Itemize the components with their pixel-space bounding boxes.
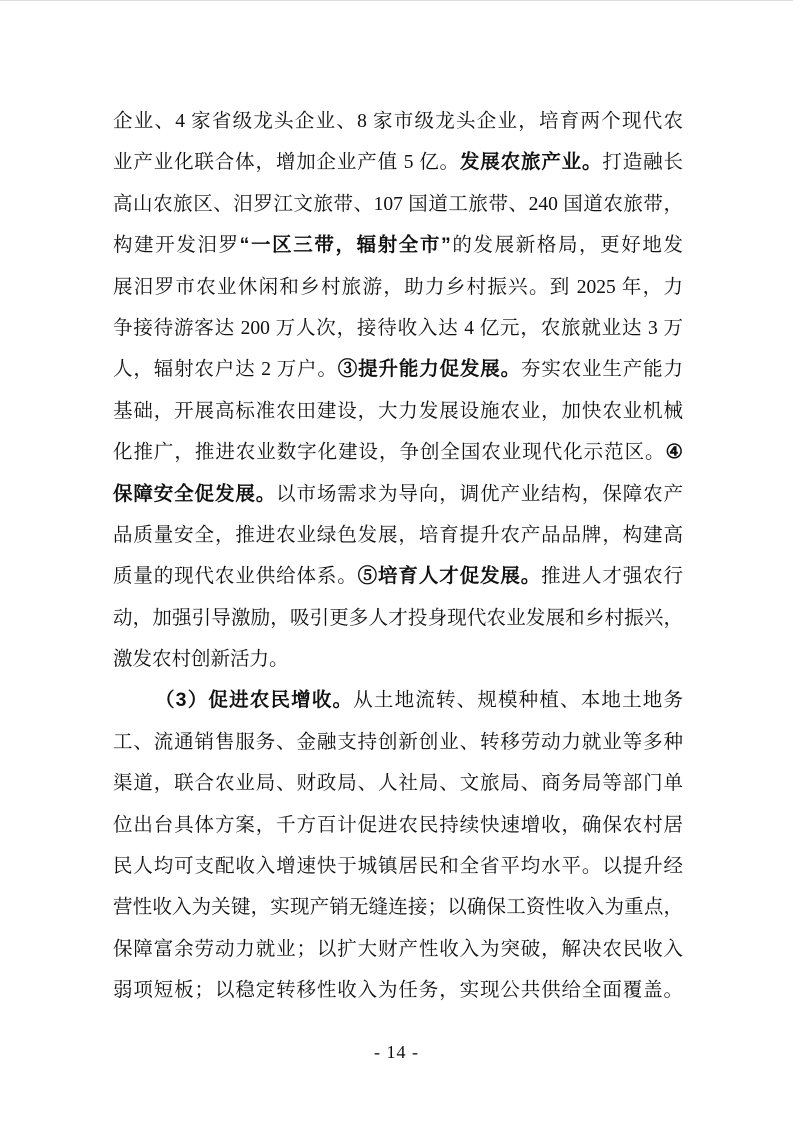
page-footer bbox=[0, 1042, 793, 1063]
text-run: 高山农旅区、汨罗江文旅带、107 国道工旅带、240 国道农旅带， bbox=[113, 193, 683, 215]
text-run: 品质量安全，推进农业绿色发展，培育提升农产品品牌，构建高 bbox=[113, 524, 683, 546]
text-line bbox=[113, 970, 683, 1011]
text-line bbox=[113, 639, 683, 680]
text-line bbox=[113, 142, 683, 183]
page-number: - 14 - bbox=[374, 1042, 419, 1062]
text-line bbox=[113, 556, 683, 597]
text-run: 从土地流转、规模种植、本地土地务 bbox=[353, 690, 683, 712]
text-run: 营性收入为关键，实现产销无缝连接；以确保工资性收入为重点， bbox=[113, 897, 683, 919]
text-run: 保障富余劳动力就业；以扩大财产性收入为突破，解决农民收入 bbox=[113, 938, 683, 960]
text-run: 构建开发汨罗 bbox=[113, 235, 240, 257]
text-run: 的发展新格局，更好地发 bbox=[450, 235, 683, 257]
text-line bbox=[113, 846, 683, 887]
text-run: 渠道，联合农业局、财政局、人社局、文旅局、商务局等部门单 bbox=[113, 773, 683, 795]
text-run: 人，辐射农户达 2 万户。 bbox=[113, 359, 338, 381]
text-run: 质量的现代农业供给体系。 bbox=[113, 566, 358, 588]
text-line bbox=[113, 887, 683, 928]
text-line bbox=[113, 515, 683, 556]
text-line bbox=[113, 267, 683, 308]
text-line bbox=[113, 805, 683, 846]
text-run: 以市场需求为导向，调优产业结构，保障农产 bbox=[276, 483, 683, 505]
text-line bbox=[113, 432, 683, 473]
bold-text-run: ④ bbox=[665, 441, 683, 464]
text-run: 弱项短板；以稳定转移性收入为任务，实现公共供给全面覆盖。 bbox=[113, 980, 683, 1002]
text-line bbox=[113, 763, 683, 804]
text-line bbox=[113, 391, 683, 432]
text-run: 位出台具体方案，千方百计促进农民持续快速增收，确保农村居 bbox=[113, 814, 683, 836]
bold-text-run: ⑤培育人才促发展。 bbox=[357, 565, 542, 588]
bold-text-run: 发展农旅产业。 bbox=[459, 151, 603, 174]
text-line bbox=[113, 929, 683, 970]
text-run: 展汨罗市农业休闲和乡村旅游，助力乡村振兴。到 2025 年，力 bbox=[113, 276, 683, 298]
text-run: 推进人才强农行 bbox=[541, 566, 683, 588]
text-run: 打造融长 bbox=[602, 152, 683, 174]
text-line bbox=[113, 184, 683, 225]
text-run: 工、流通销售服务、金融支持创新创业、转移劳动力就业等多种 bbox=[113, 731, 683, 753]
bold-text-run: 保障安全促发展。 bbox=[113, 482, 277, 505]
text-run: 争接待游客达 200 万人次，接待收入达 4 亿元，农旅就业达 3 万 bbox=[113, 317, 683, 339]
bold-text-run: （3）促进农民增收。 bbox=[155, 689, 354, 712]
text-run: 化推广，推进农业数字化建设，争创全国农业现代化示范区。 bbox=[113, 442, 666, 464]
text-run: 基础，开展高标准农田建设，大力发展设施农业，加快农业机械 bbox=[113, 400, 683, 422]
text-line bbox=[113, 349, 683, 390]
text-line bbox=[113, 308, 683, 349]
text-line bbox=[113, 474, 683, 515]
text-line bbox=[113, 680, 683, 721]
text-line bbox=[113, 101, 683, 142]
text-line bbox=[113, 225, 683, 266]
text-run: 夯实农业生产能力 bbox=[520, 359, 683, 381]
text-line bbox=[113, 598, 683, 639]
bold-text-run: ③提升能力促发展。 bbox=[337, 358, 521, 381]
text-run: 民人均可支配收入增速快于城镇居民和全省平均水平。以提升经 bbox=[113, 856, 683, 878]
document-body bbox=[113, 101, 683, 1012]
text-run: 业产业化联合体，增加企业产值 5 亿。 bbox=[113, 152, 460, 174]
text-run: 企业、4 家省级龙头企业、8 家市级龙头企业，培育两个现代农 bbox=[113, 111, 683, 132]
text-run: 动，加强引导激励，吸引更多人才投身现代农业发展和乡村振兴， bbox=[113, 607, 683, 629]
bold-text-run: “一区三带，辐射全市” bbox=[239, 234, 451, 257]
text-line bbox=[113, 722, 683, 763]
text-run: 激发农村创新活力。 bbox=[113, 649, 289, 671]
